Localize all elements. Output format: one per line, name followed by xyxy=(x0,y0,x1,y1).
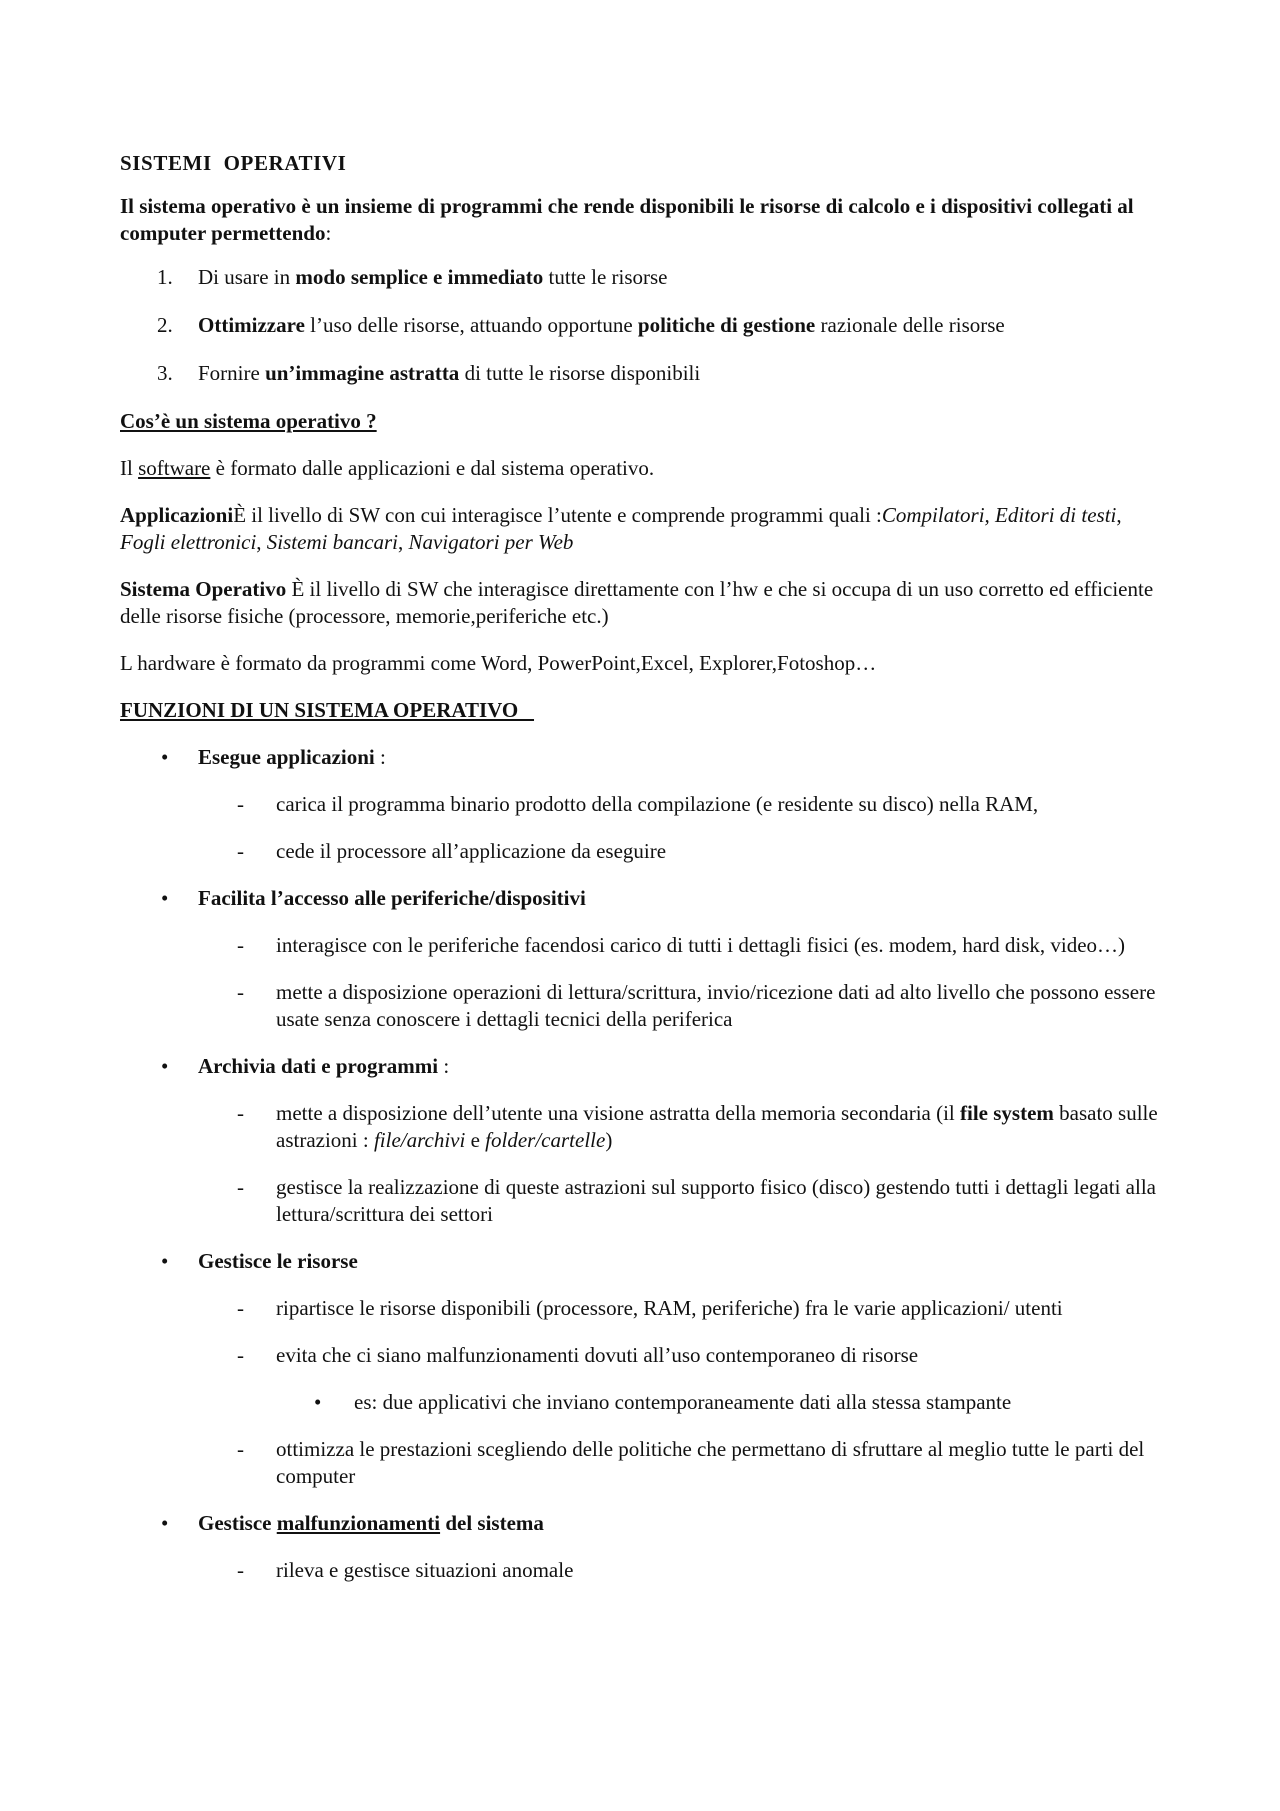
dash: - xyxy=(237,933,244,957)
text: : xyxy=(374,745,386,769)
sub-item xyxy=(120,1557,1165,1584)
dash: - xyxy=(237,792,244,816)
bold-text: un’immagine astratta xyxy=(265,361,460,385)
italic-text: Fogli elettronici xyxy=(120,530,257,554)
dash: - xyxy=(237,1175,244,1199)
sub-item xyxy=(120,1100,1165,1154)
bullet: • xyxy=(314,1390,322,1414)
bold-text: modo semplice e immediato xyxy=(295,265,544,289)
text: e xyxy=(465,1128,486,1152)
bullet: • xyxy=(161,1054,169,1078)
sub-item xyxy=(120,791,1165,818)
function-label: Gestisce le risorse xyxy=(198,1249,358,1273)
text: basato sulle astrazioni : xyxy=(276,1101,1158,1152)
sub-item xyxy=(120,979,1165,1033)
italic-text: Sistemi bancari xyxy=(266,530,399,554)
section-heading-what-is: Cos’è un sistema operativo ? xyxy=(120,409,377,433)
list-item xyxy=(120,312,1165,339)
text: Fornire xyxy=(198,361,266,385)
text: Il xyxy=(120,456,139,480)
text: : xyxy=(438,1054,450,1078)
function-label: Gestisce xyxy=(198,1511,277,1535)
text: tutte le risorse xyxy=(543,265,668,289)
italic-text: Navigatori per Web xyxy=(408,530,574,554)
text: rileva e gestisce situazioni anomale xyxy=(276,1558,574,1582)
dash: - xyxy=(237,1101,244,1125)
function-label: Esegue applicazioni xyxy=(198,745,375,769)
sub-item xyxy=(120,1342,1165,1416)
bullet: • xyxy=(161,886,169,910)
sub-item xyxy=(120,1436,1165,1490)
text: evita che ci siano malfunzionamenti dovuti all’uso contemporaneo di risorse xyxy=(276,1343,919,1367)
sub-list xyxy=(198,791,1165,865)
function-label: Archivia dati e programmi xyxy=(198,1054,439,1078)
hardware-paragraph: L hardware è formato da programmi come Word, PowerPoint,Excel, Explorer,Fotoshop… xyxy=(120,651,877,675)
sub-item xyxy=(120,1295,1165,1322)
function-item xyxy=(120,1248,1165,1490)
text: gestisce la realizzazione di queste astrazioni sul supporto fisico (disco) gestendo tutti i dettagli legati alla lettura/scrittura dei settori xyxy=(276,1175,1156,1226)
text: è formato dalle applicazioni e dal sistema operativo. xyxy=(210,456,655,480)
list-item xyxy=(120,360,1165,387)
sistema-label: Sistema Operativo xyxy=(120,577,287,601)
text: di tutte le risorse disponibili xyxy=(459,361,701,385)
sub-list xyxy=(198,1557,1165,1584)
sub-item xyxy=(120,1174,1165,1228)
functions-list xyxy=(120,744,1165,1584)
italic-text: file/archivi xyxy=(373,1128,466,1152)
software-paragraph xyxy=(120,455,1165,482)
intro-text: Il sistema operativo è un insieme di programmi che rende disponibili le risorse di calcolo e i dispositivi collegati al computer permettendo xyxy=(120,194,1134,245)
text: mette a disposizione dell’utente una visione astratta della memoria secondaria (il xyxy=(276,1101,961,1125)
function-label: Facilita l’accesso alle periferiche/dispositivi xyxy=(198,886,586,910)
text: , xyxy=(1116,503,1122,527)
nested-item xyxy=(276,1389,1165,1416)
text: È il livello di SW che interagisce direttamente con l’hw e che si occupa di un uso corretto ed efficiente delle risorse fisiche (processore, memorie,periferiche etc.) xyxy=(120,577,1154,628)
function-item xyxy=(120,744,1165,865)
function-label: del sistema xyxy=(440,1511,544,1535)
sub-list xyxy=(198,1100,1165,1228)
applicazioni-label: Applicazioni xyxy=(120,503,234,527)
dash: - xyxy=(237,980,244,1004)
bullet: • xyxy=(161,1511,169,1535)
sub-item xyxy=(120,838,1165,865)
nested-list xyxy=(276,1389,1165,1416)
text: Di usare in xyxy=(198,265,296,289)
list-number: 3. xyxy=(157,361,173,385)
text: ottimizza le prestazioni scegliendo delle politiche che permettano di sfruttare al meglio tutte le parti del computer xyxy=(276,1437,1145,1488)
page-title: SISTEMI OPERATIVI xyxy=(120,151,347,175)
underlined-text: malfunzionamenti xyxy=(276,1511,441,1535)
applicazioni-paragraph xyxy=(120,502,1165,556)
bold-text: politiche di gestione xyxy=(637,313,816,337)
text: È il livello di SW con cui interagisce l’utente e comprende programmi quali : xyxy=(233,503,882,527)
text: cede il processore all’applicazione da eseguire xyxy=(276,839,667,863)
sub-list xyxy=(198,932,1165,1033)
text: interagisce con le periferiche facendosi carico di tutti i dettagli fisici (es. modem, hard disk, video…) xyxy=(276,933,1126,957)
text: mette a disposizione operazioni di lettura/scrittura, invio/ricezione dati ad alto livello che possono essere usate senza conoscere i dettagli tecnici della periferica xyxy=(276,980,1156,1031)
bold-text: Ottimizzare xyxy=(198,313,305,337)
sub-item xyxy=(120,932,1165,959)
list-number: 1. xyxy=(157,265,173,289)
text: l’uso delle risorse, attuando opportune xyxy=(304,313,638,337)
function-item xyxy=(120,1053,1165,1228)
intro-paragraph xyxy=(120,193,1165,247)
italic-text: Compilatori, Editori di testi xyxy=(881,503,1117,527)
text: , xyxy=(398,530,409,554)
dash: - xyxy=(237,1558,244,1582)
section-heading-funzioni: FUNZIONI DI UN SISTEMA OPERATIVO xyxy=(120,698,535,722)
sub-list xyxy=(198,1295,1165,1490)
text: es: due applicativi che inviano contemporaneamente dati alla stessa stampante xyxy=(354,1390,1012,1414)
list-number: 2. xyxy=(157,313,173,337)
function-item xyxy=(120,1510,1165,1584)
numbered-list xyxy=(120,264,1165,387)
italic-text: folder/cartelle xyxy=(485,1128,606,1152)
sistema-paragraph xyxy=(120,576,1165,630)
dash: - xyxy=(237,1296,244,1320)
text: , xyxy=(256,530,267,554)
text: razionale delle risorse xyxy=(815,313,1005,337)
text: ripartisce le risorse disponibili (processore, RAM, periferiche) fra le varie applicazioni/ utenti xyxy=(276,1296,1063,1320)
bullet: • xyxy=(161,745,169,769)
function-item xyxy=(120,885,1165,1033)
dash: - xyxy=(237,839,244,863)
dash: - xyxy=(237,1437,244,1461)
intro-colon: : xyxy=(325,221,332,245)
list-item xyxy=(120,264,1165,291)
bold-text: file system xyxy=(960,1101,1054,1125)
dash: - xyxy=(237,1343,244,1367)
software-link[interactable]: software xyxy=(138,456,211,480)
text: carica il programma binario prodotto della compilazione (e residente su disco) nella RAM, xyxy=(276,792,1039,816)
text: ) xyxy=(605,1128,613,1152)
bullet: • xyxy=(161,1249,169,1273)
document-page xyxy=(120,150,1165,1604)
